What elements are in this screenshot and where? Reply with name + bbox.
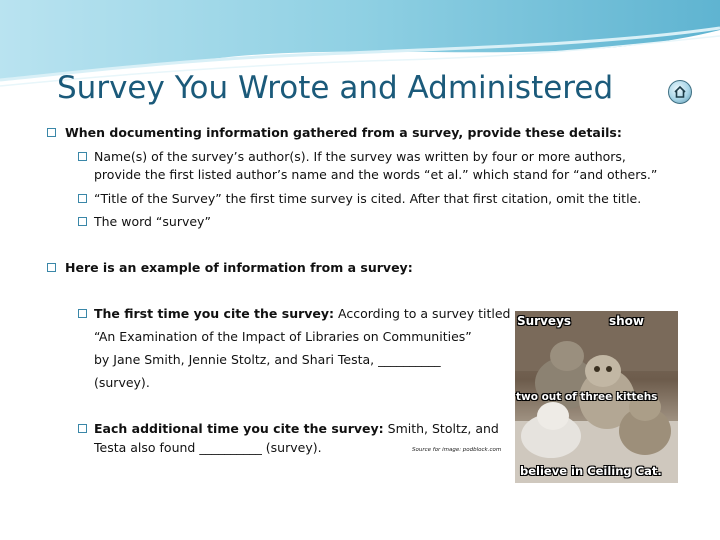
sub-bullet-marker: [78, 309, 87, 318]
sub-bullet-text: The word “survey”: [94, 214, 211, 229]
bullet-text: Here is an example of information from a survey:: [65, 260, 413, 275]
example-first-citation: [94, 305, 510, 323]
sub-bullet-text: provide the first listed author’s name and the words “et al.” which stand for “and others.”: [94, 167, 658, 182]
example-text: (survey).: [94, 375, 150, 390]
image-source: Source for image: podblock.com: [412, 447, 502, 453]
example-text: “An Examination of the Impact of Libraries on Communities”: [94, 329, 472, 344]
home-icon: [673, 85, 687, 99]
example-text: Smith, Stoltz, and: [383, 421, 499, 436]
bullet-marker: [47, 263, 56, 272]
bullet-marker: [47, 128, 56, 137]
bullet-text: When documenting information gathered from a survey, provide these details:: [65, 125, 622, 140]
example-lead: The first time you cite the survey:: [94, 306, 335, 321]
example-text: According to a survey titled: [334, 306, 511, 321]
meme-caption-middle: two out of three kittehs: [516, 391, 658, 403]
sub-bullet-marker: [78, 152, 87, 161]
sub-bullet-marker: [78, 217, 87, 226]
meme-caption-top-left: Surveys: [517, 314, 572, 328]
page-title: Survey You Wrote and Administered: [57, 70, 614, 106]
cat-meme-image: [515, 311, 678, 483]
example-additional-citation: [94, 420, 499, 438]
sub-bullet-marker: [78, 424, 87, 433]
meme-caption-top-right: show: [609, 314, 645, 328]
sub-bullet-text: “Title of the Survey” the first time survey is cited. After that first citation, omit the title.: [94, 191, 642, 206]
example-text: Testa also found __________ (survey).: [94, 440, 322, 455]
sub-bullet-text: Name(s) of the survey’s author(s). If the survey was written by four or more authors,: [94, 149, 626, 164]
sub-bullet-marker: [78, 194, 87, 203]
example-lead: Each additional time you cite the survey:: [94, 421, 384, 436]
meme-caption-bottom: believe in Ceiling Cat.: [520, 464, 662, 478]
home-button[interactable]: [668, 80, 692, 104]
example-text: by Jane Smith, Jennie Stoltz, and Shari Testa, __________: [94, 352, 441, 367]
